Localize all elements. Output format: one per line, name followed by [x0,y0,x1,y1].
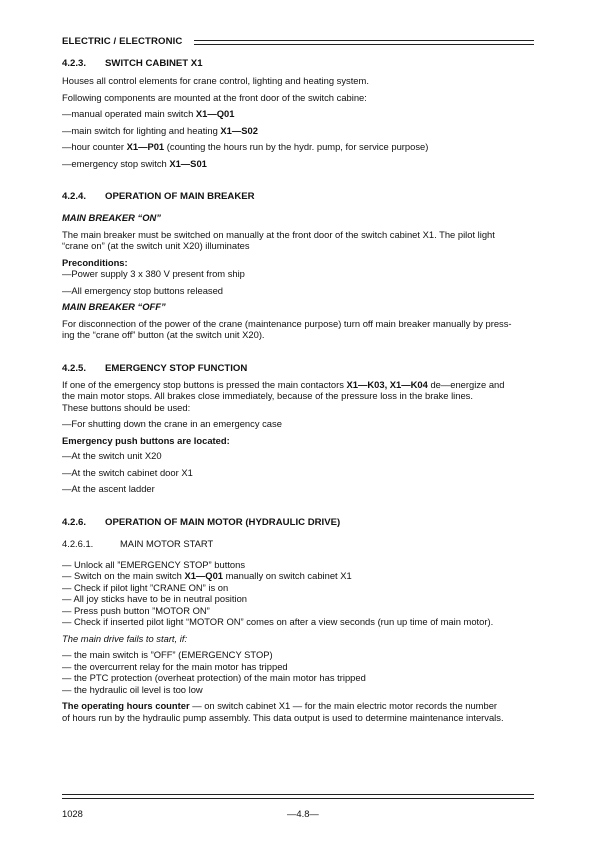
section-title: OPERATION OF MAIN BREAKER [105,191,255,202]
paragraph: the main motor stops. All brakes close immediately, because of the pressure loss in the brake lines. [62,390,473,401]
header-rule [194,40,534,45]
list-item: — the hydraulic oil level is too low [62,683,203,695]
section-title: SWITCH CABINET X1 [105,58,203,69]
list-item: —emergency stop switch X1—S01 [62,157,207,169]
fail-heading: The main drive fails to start, if: [62,632,188,644]
list-item: — the overcurrent relay for the main motor has tripped [62,660,288,672]
list-item: —At the switch unit X20 [62,450,162,461]
section-title: OPERATION OF MAIN MOTOR (HYDRAULIC DRIVE) [105,516,341,528]
list-item: —manual operated main switch X1—Q01 [62,108,235,119]
paragraph: If one of the emergency stop buttons is pressed the main contactors X1—K03, X1—K04 de—energize and [62,378,505,390]
list-item: — Press push button ”MOTOR ON” [62,604,210,616]
paragraph: of hours run by the hydraulic pump assembly. This data output is used to determine maintenance intervals. [62,711,504,723]
page-header [62,36,534,50]
section-title: EMERGENCY STOP FUNCTION [105,362,248,374]
list-item: — All joy sticks have to be in neutral position [62,593,247,604]
component-list [62,108,534,169]
subheading-main-breaker-off: MAIN BREAKER “OFF” [62,301,166,312]
section-4-2-4-heading [62,191,534,202]
preconditions-heading: Preconditions: [62,256,128,268]
list-item: —All emergency stop buttons released [62,284,224,296]
page-footer [62,794,534,824]
paragraph: ing the “crane off” button (at the switch unit X20). [62,329,265,340]
header-title: ELECTRIC / ELECTRONIC [62,36,183,47]
document-number: 1028 [62,808,83,819]
page-number: —4.8— [287,808,319,819]
list-item: —hour counter X1—P01 (counting the hours run by the hydr. pump, for service purpose) [62,141,429,152]
subsection-title: MAIN MOTOR START [120,537,214,549]
paragraph: Houses all control elements for crane control, lighting and heating system. [62,75,369,86]
paragraph: These buttons should be used: [62,401,191,413]
section-number: 4.2.5. [62,362,87,374]
locations-heading: Emergency push buttons are located: [62,434,230,446]
section-4-2-5-heading [62,363,534,374]
list-item: —At the switch cabinet door X1 [62,466,193,478]
fail-list [62,649,534,695]
section-4-2-3-heading [62,58,534,69]
paragraph: The main breaker must be switched on manually at the front door of the switch cabinet X1. The pilot light [62,228,495,240]
list-item: — the main switch is ”OFF” (EMERGENCY STOP) [62,649,273,660]
list-item: —main switch for lighting and heating X1—S02 [62,124,258,136]
section-number: 4.2.3. [62,58,87,69]
paragraph: “crane on” (at the switch unit X20) illuminates [62,240,250,251]
list-item: — Unlock all ”EMERGENCY STOP” buttons [62,558,246,570]
page-content [62,36,534,723]
section-number: 4.2.6. [62,516,87,528]
start-steps-list [62,559,534,628]
list-item: — Check if pilot light ”CRANE ON” is on [62,581,229,593]
paragraph: Following components are mounted at the front door of the switch cabine: [62,91,367,103]
list-item: — Switch on the main switch X1—Q01 manually on switch cabinet X1 [62,570,352,581]
subsection-4-2-6-1-heading [62,538,534,549]
list-item: —At the ascent ladder [62,483,155,494]
list-item: —Power supply 3 x 380 V present from ship [62,268,245,279]
paragraph: For disconnection of the power of the crane (maintenance purpose) turn off main breaker manually by press- [62,317,512,329]
subsection-number: 4.2.6.1. [62,537,94,549]
subheading-main-breaker-on: MAIN BREAKER “ON” [62,212,161,223]
footer-rule [62,794,534,799]
list-item: — the PTC protection (overheat protection) of the main motor has tripped [62,672,366,683]
list-item: — Check if inserted pilot light “MOTOR ON” comes on after a view seconds (run up time of main motor). [62,616,494,627]
paragraph: The operating hours counter — on switch cabinet X1 — for the main electric motor records the number [62,700,498,711]
section-number: 4.2.4. [62,191,87,202]
list-item: —For shutting down the crane in an emergency case [62,418,282,429]
section-4-2-6-heading [62,517,534,528]
